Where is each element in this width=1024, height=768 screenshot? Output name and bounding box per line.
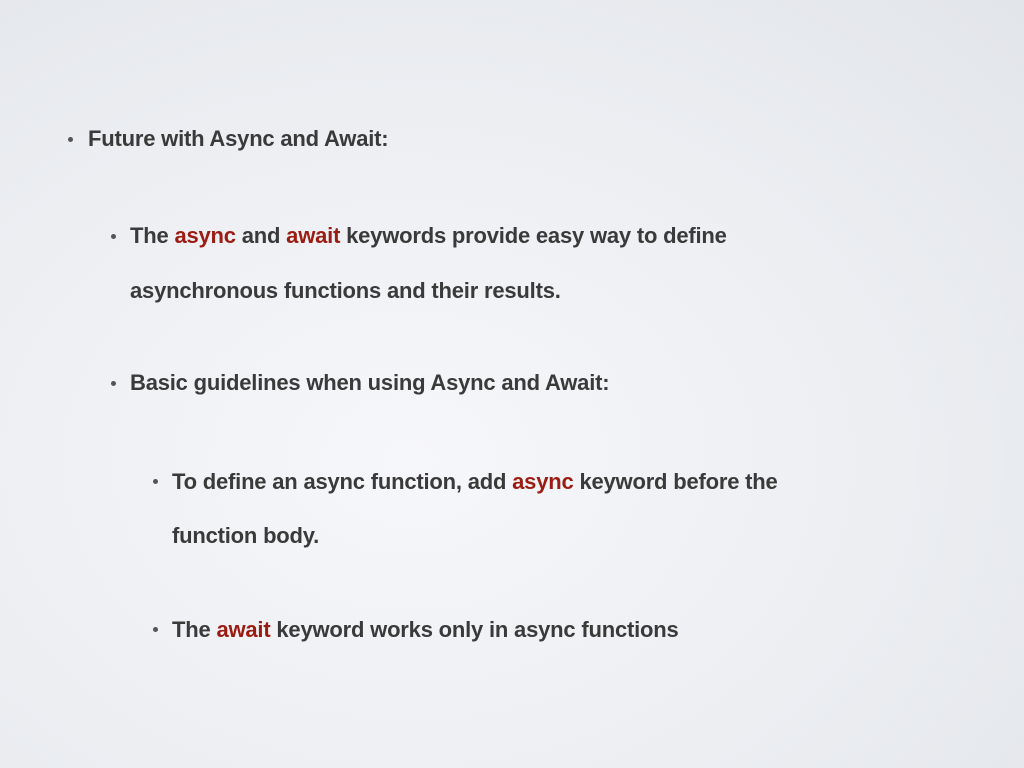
bullet-text-part: The [172, 617, 217, 642]
bullet-dot-icon [153, 479, 158, 484]
bullet-dot-icon [153, 627, 158, 632]
bullet-text: function body. [172, 523, 320, 548]
bullet-text: Future with Async and Await: [88, 126, 389, 151]
bullet-await-keyword [172, 617, 679, 643]
bullet-continuation [130, 278, 561, 304]
bullet-define-async-function [172, 469, 778, 495]
bullet-dot-icon [111, 234, 116, 239]
bullet-dot-icon [111, 381, 116, 386]
bullet-text: asynchronous functions and their results. [130, 278, 561, 303]
bullet-dot-icon [68, 137, 73, 142]
bullet-text-part: and [235, 223, 287, 248]
keyword-await: await [216, 617, 271, 642]
bullet-text-part: keyword works only in async functions [270, 617, 679, 642]
keyword-await: await [286, 223, 341, 248]
bullet-future-async-await [88, 126, 388, 152]
bullet-text-part: keyword before the [573, 469, 778, 494]
bullet-text-part: To define an async function, add [172, 469, 513, 494]
bullet-continuation [172, 523, 319, 549]
bullet-text: Basic guidelines when using Async and Await: [130, 370, 610, 395]
bullet-async-await-keywords [130, 223, 727, 249]
keyword-async: async [174, 223, 236, 248]
bullet-text-part: keywords provide easy way to define [340, 223, 727, 248]
keyword-async: async [512, 469, 574, 494]
bullet-basic-guidelines [130, 370, 609, 396]
bullet-text-part: The [130, 223, 175, 248]
